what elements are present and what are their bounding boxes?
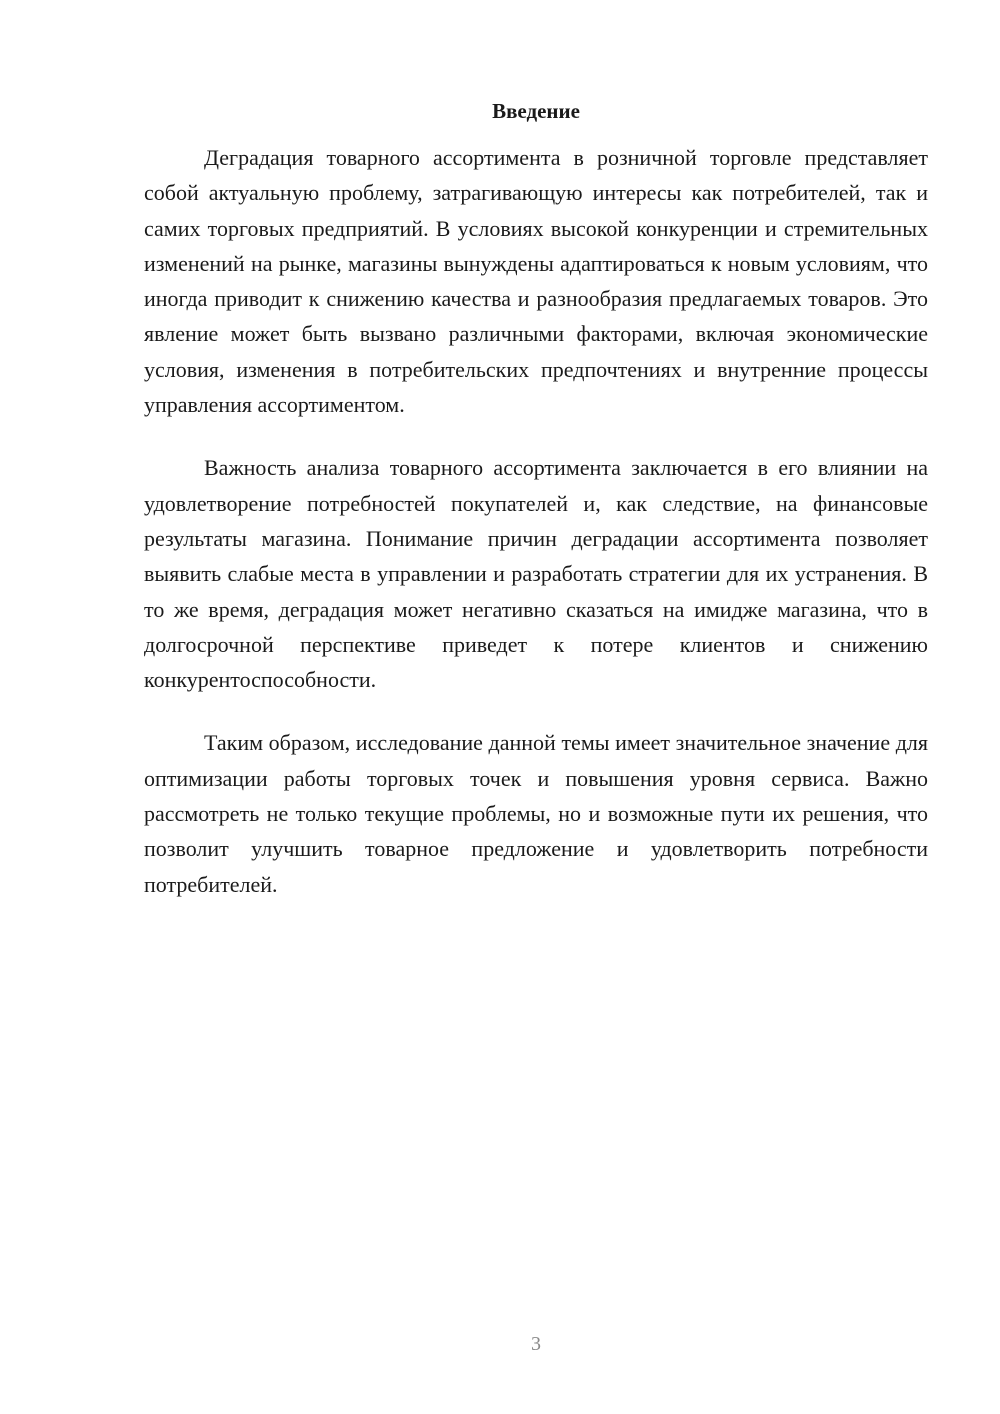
paragraph-1: Деградация товарного ассортимента в розничной торговле представляет собой актуальную проблему, затрагивающую интересы как потребителей, так и самих торговых предприятий. В условиях высокой конкуренции и стремительных изменений на рынке, магазины вынуждены адаптироваться к новым условиям, что иногда приводит к снижению качества и разнообразия предлагаемых товаров. Это явление может быть вызвано различными факторами, включая экономические условия, изменения в потребительских предпочтениях и внутренние процессы управления ассортиментом. [144, 145, 928, 418]
page-content [144, 96, 928, 930]
paragraph-2: Важность анализа товарного ассортимента заключается в его влиянии на удовлетворение потребностей покупателей и, как следствие, на финансовые результаты магазина. Понимание причин деградации ассортимента позволяет выявить слабые места в управлении и разработать стратегии для их устранения. В то же время, деградация может негативно сказаться на имидже магазина, что в долгосрочной перспективе приведет к потере клиентов и снижению конкурентоспособности. [144, 455, 928, 693]
page-number: 3 [531, 1333, 541, 1355]
section-title: Введение [492, 99, 580, 123]
paragraph-3: Таким образом, исследование данной темы имеет значительное значение для оптимизации работы торговых точек и повышения уровня сервиса. Важно рассмотреть не только текущие проблемы, но и возможные пути их решения, что позволит улучшить товарное предложение и удовлетворить потребности потребителей. [144, 730, 928, 897]
